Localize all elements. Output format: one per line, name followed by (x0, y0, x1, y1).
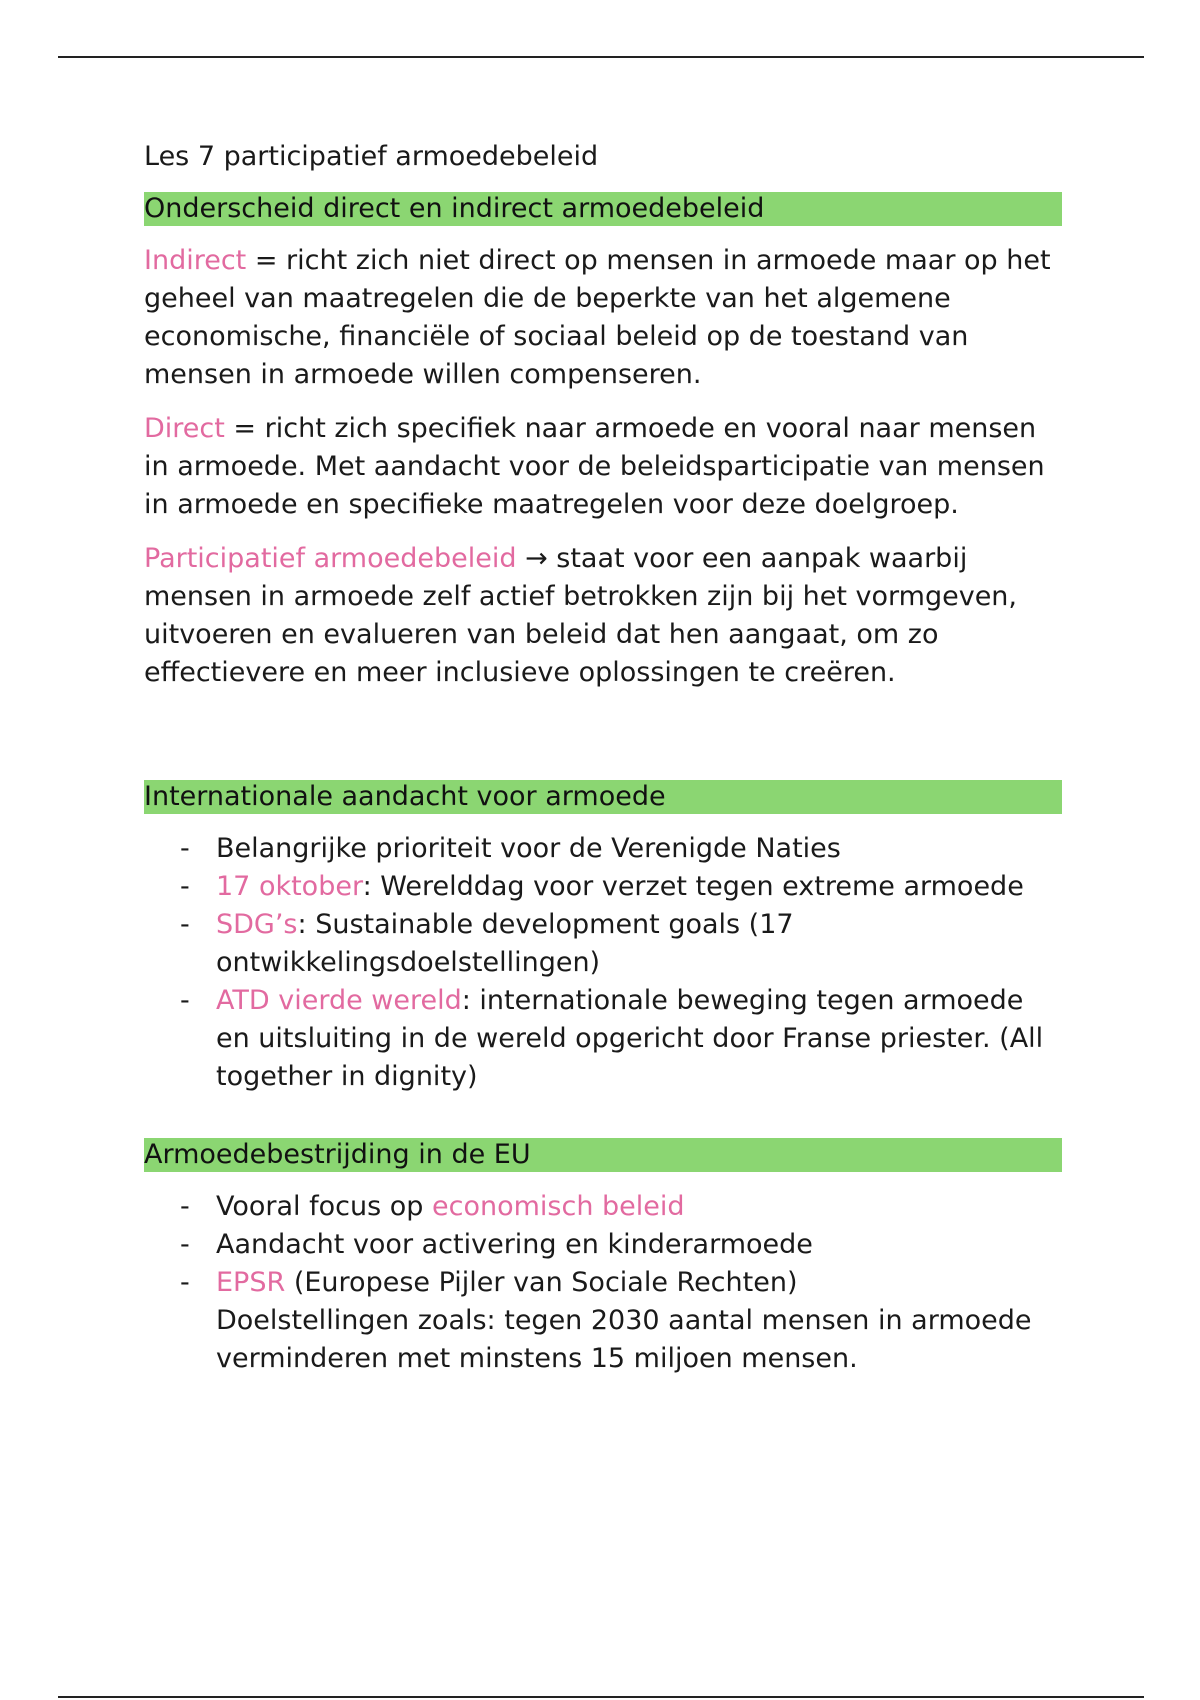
list-item (180, 1226, 1062, 1264)
section-heading-onderscheid: Onderscheid direct en indirect armoedebeleid (144, 192, 1062, 226)
page-top-rule (58, 56, 1144, 58)
term-epsr: EPSR (216, 1267, 286, 1298)
list-item-text: Aandacht voor activering en kinderarmoede (216, 1229, 813, 1260)
term-17-oktober: 17 oktober (216, 871, 363, 902)
paragraph-direct (144, 410, 1062, 524)
paragraph-participatief (144, 540, 1062, 692)
dash-bullet: - (180, 1267, 190, 1298)
section-heading-internationaal: Internationale aandacht voor armoede (144, 780, 1062, 814)
term-economisch-beleid: economisch beleid (432, 1191, 685, 1222)
spacer (144, 708, 1062, 780)
document-body (144, 138, 1062, 1378)
list-item-text: Belangrijke prioriteit voor de Verenigde Naties (216, 833, 841, 864)
page-bottom-rule (58, 1696, 1144, 1698)
list-item (180, 1188, 1062, 1226)
list-item-text-continued: Doelstellingen zoals: tegen 2030 aantal mensen in armoede verminderen met minstens 15 miljoen mensen. (216, 1305, 1032, 1374)
list-item-text: Vooral focus op (216, 1191, 433, 1222)
dash-bullet: - (180, 985, 190, 1016)
paragraph-indirect (144, 242, 1062, 394)
list-item (180, 830, 1062, 868)
dash-bullet: - (180, 909, 190, 940)
list-internationaal (144, 830, 1062, 1096)
list-item (180, 906, 1062, 982)
term-atd-vierde-wereld: ATD vierde wereld (216, 985, 462, 1016)
term-sdgs: SDG’s (216, 909, 298, 940)
term-indirect: Indirect (144, 245, 247, 276)
dash-bullet: - (180, 1229, 190, 1260)
list-item-text: : internationale beweging tegen armoede en uitsluiting in de wereld opgericht door Franse priester. (All together in dignity) (216, 985, 1044, 1092)
document-title: Les 7 participatief armoedebeleid (144, 141, 599, 172)
term-direct: Direct (144, 413, 225, 444)
list-item (180, 982, 1062, 1096)
list-item-text: : Sustainable development goals (17 ontwikkelingsdoelstellingen) (216, 909, 794, 978)
list-item (180, 1264, 1062, 1378)
definition-indirect: = richt zich niet direct op mensen in armoede maar op het geheel van maatregelen die de beperkte van het algemene economische, financiële of sociaal beleid op de toestand van mensen in armoede willen compenseren. (144, 245, 1051, 390)
definition-direct: = richt zich specifiek naar armoede en vooral naar mensen in armoede. Met aandacht voor de beleidsparticipatie van mensen in armoede en specifieke maatregelen voor deze doelgroep. (144, 413, 1045, 520)
list-item-text: (Europese Pijler van Sociale Rechten) (285, 1267, 798, 1298)
list-item-text: : Werelddag voor verzet tegen extreme armoede (362, 871, 1024, 902)
dash-bullet: - (180, 871, 190, 902)
definition-participatief: → staat voor een aanpak waarbij mensen in armoede zelf actief betrokken zijn bij het vormgeven, uitvoeren en evalueren van beleid dat hen aangaat, om zo effectievere en meer inclusieve oplossingen te creëren. (144, 543, 1018, 688)
dash-bullet: - (180, 833, 190, 864)
term-participatief: Participatief armoedebeleid (144, 543, 517, 574)
list-item (180, 868, 1062, 906)
list-eu (144, 1188, 1062, 1378)
section-heading-eu: Armoedebestrijding in de EU (144, 1138, 1062, 1172)
spacer (144, 1096, 1062, 1138)
dash-bullet: - (180, 1191, 190, 1222)
